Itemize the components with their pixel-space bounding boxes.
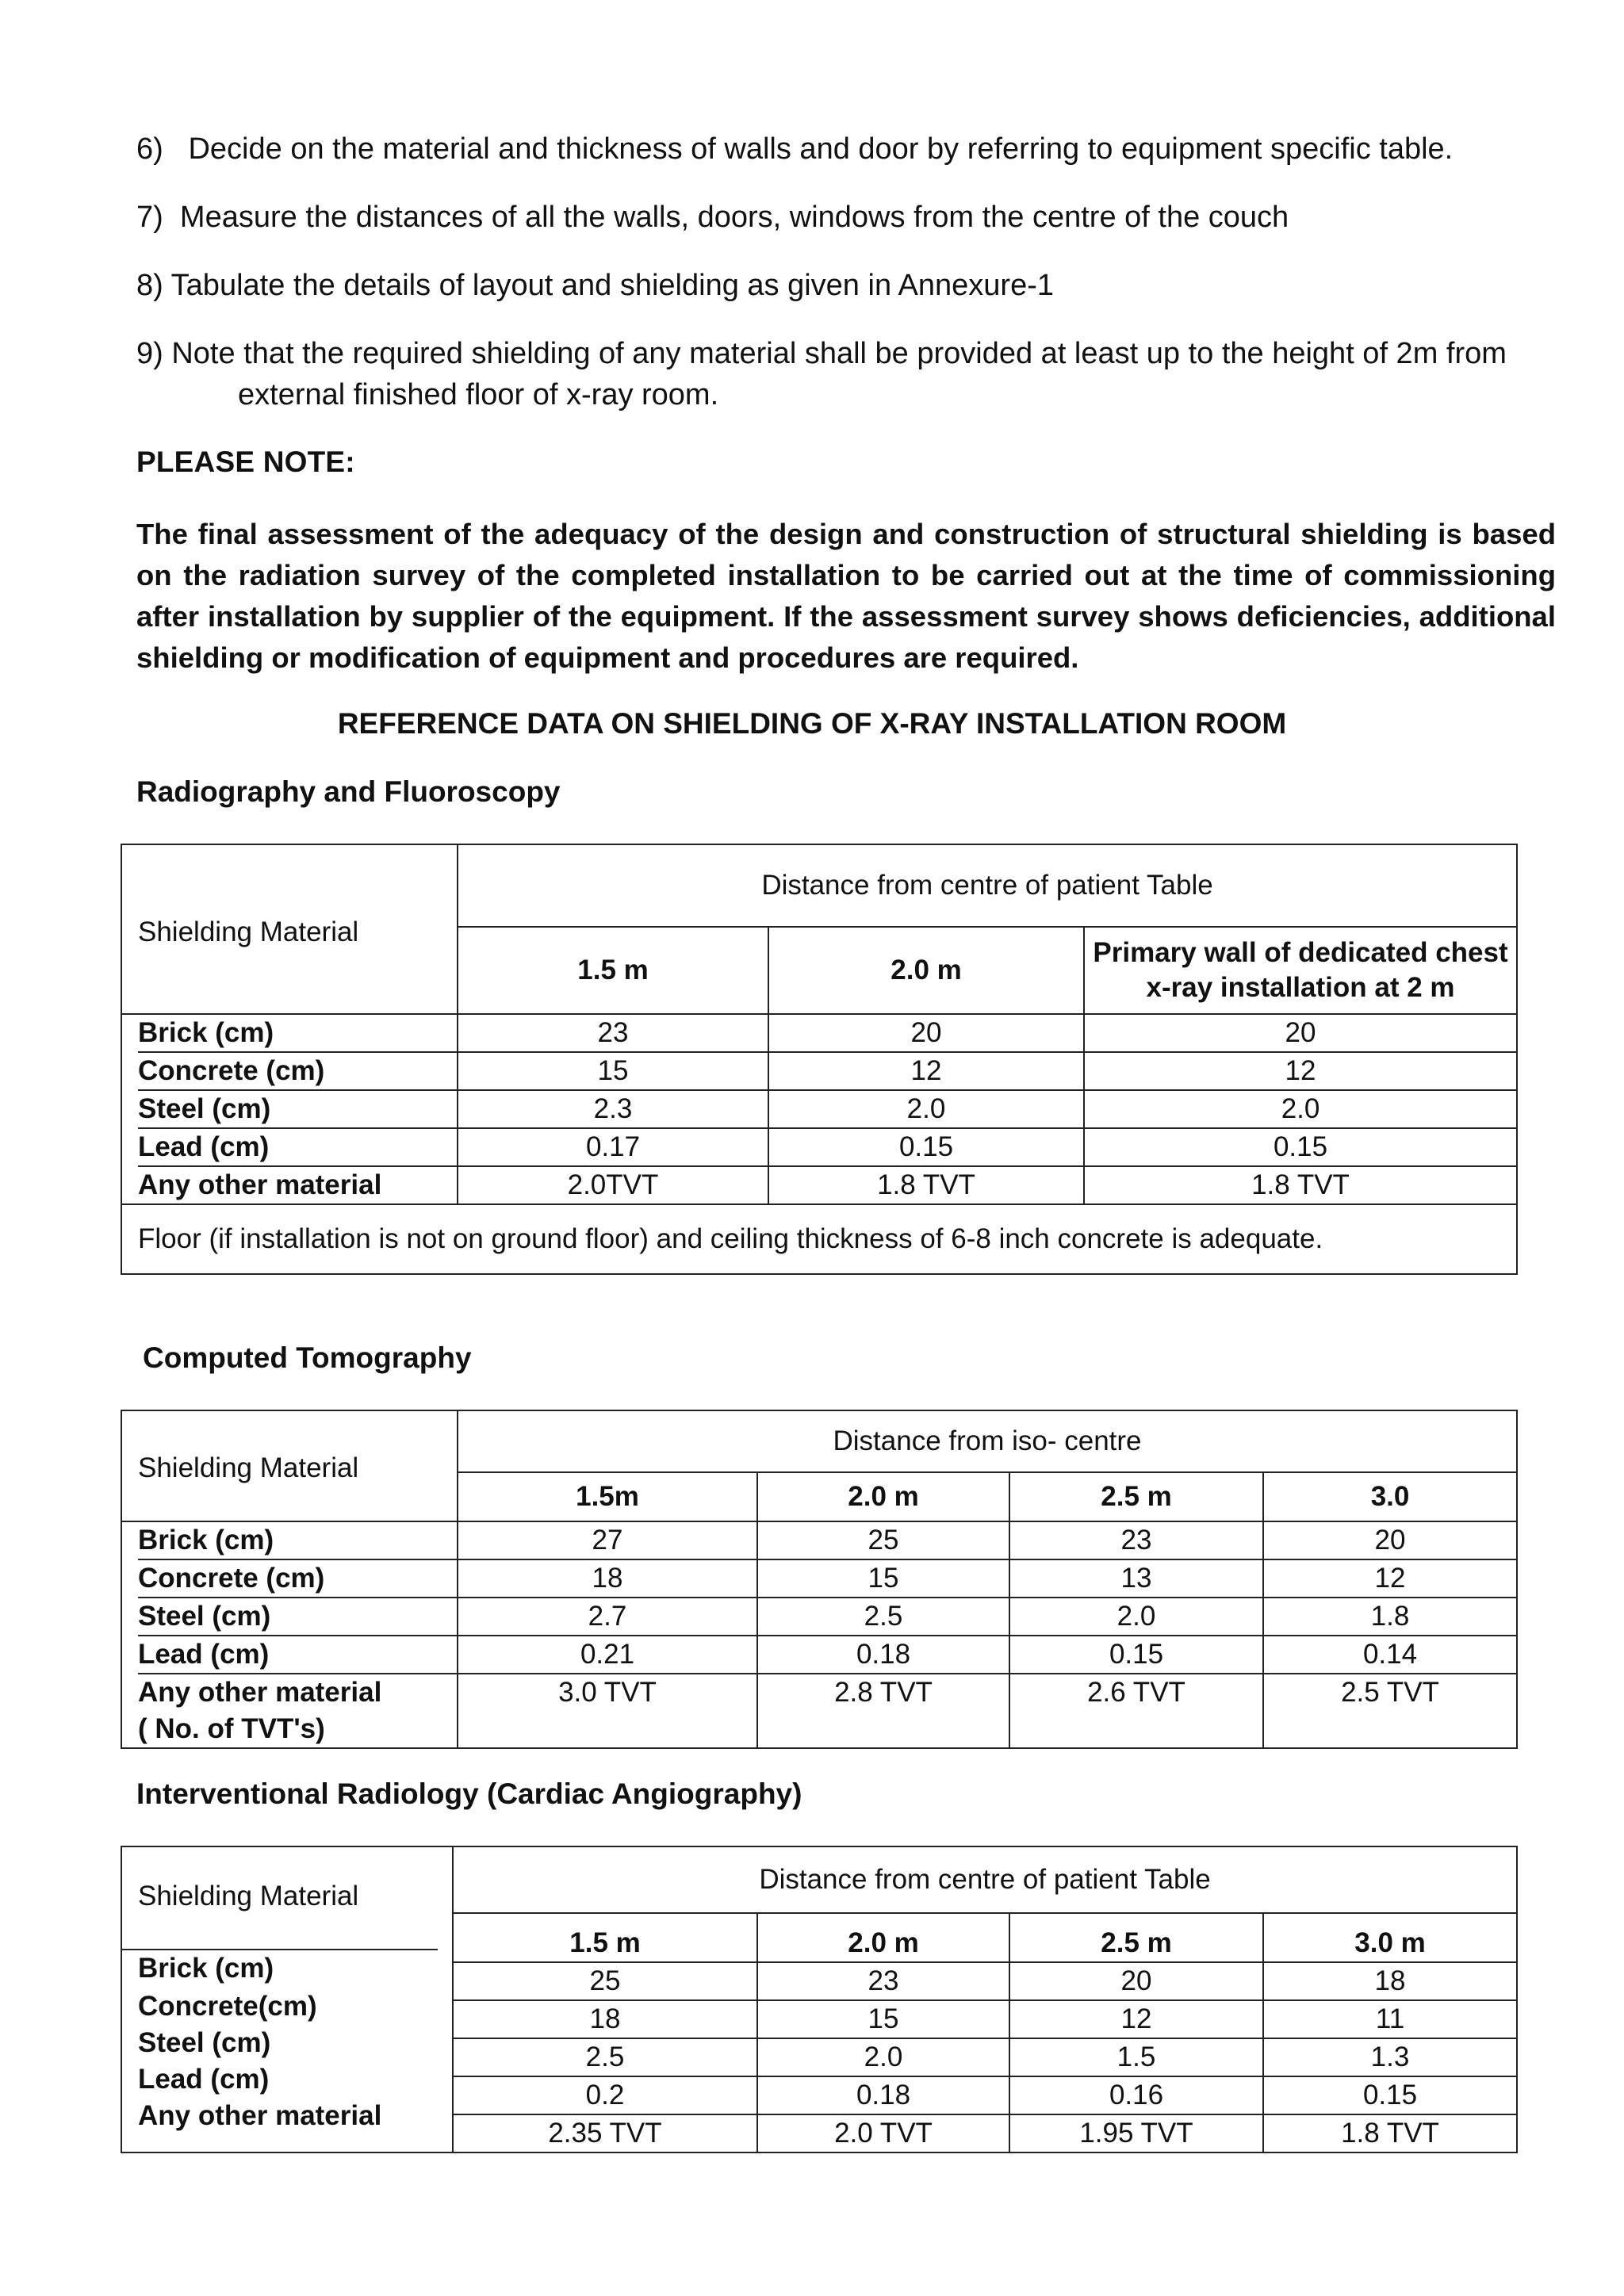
ct-section-title: Computed Tomography (143, 1341, 472, 1374)
value-steel: 2.0 (758, 2039, 1009, 2077)
values-3-0m-cell (1263, 1913, 1517, 2152)
step-text-continuation: external finished floor of x-ray room. (238, 378, 719, 411)
step-text: Measure the distances of all the walls, doors, windows from the centre of the couch (179, 201, 1289, 234)
material-other: Any other material (138, 2100, 382, 2131)
value-brick: 25 (454, 1963, 756, 2001)
value-steel: 2.0 (1085, 1091, 1516, 1129)
material-lead: Lead (cm) (138, 1129, 457, 1167)
value-concrete: 13 (1010, 1560, 1262, 1598)
value-concrete: 15 (458, 1053, 768, 1091)
values-3-0-cell (1263, 1521, 1517, 1748)
material-steel: Steel (cm) (138, 2027, 271, 2058)
column-header-2-0m: 2.0 m (768, 927, 1084, 1014)
value-brick: 18 (1264, 1963, 1516, 2001)
values-1-5m-cell (453, 1913, 757, 2152)
value-concrete: 18 (454, 2001, 756, 2039)
column-header-primary-wall: Primary wall of dedicated chest x-ray installation at 2 m (1084, 927, 1517, 1014)
values-2-0m-cell (768, 1014, 1084, 1204)
please-note-body: The final assessment of the adequacy of the design and construction of structural shielding is based on the radiation survey of the completed installation to be carried out at the time of commissioning after installation by supplier of the equipment. If the assessment survey shows deficiencies, additional shielding or modification of equipment and procedures are required. (136, 518, 1556, 674)
step-8 (136, 265, 1054, 306)
value-other: 3.0 TVT (558, 1677, 657, 1708)
column-header-2-5m: 2.5 m (1009, 1472, 1263, 1521)
value-lead: 0.15 (1010, 1636, 1262, 1674)
material-other-subtitle: ( No. of TVT's) (138, 1713, 325, 1744)
step-text: Tabulate the details of layout and shielding as given in Annexure-1 (170, 269, 1054, 302)
ct-shielding-table (121, 1410, 1518, 1749)
step-number: 6) (136, 132, 163, 166)
step-9 (136, 333, 1564, 415)
value-concrete: 18 (458, 1560, 756, 1598)
reference-data-title: REFERENCE DATA ON SHIELDING OF X-RAY INSTALLATION ROOM (337, 707, 1287, 740)
value-steel: 2.7 (458, 1598, 756, 1636)
material-concrete: Concrete (cm) (138, 1053, 457, 1091)
material-brick: Brick (cm) (138, 1015, 457, 1053)
value-steel: 1.3 (1264, 2039, 1516, 2077)
value-lead: 0.2 (454, 2077, 756, 2115)
material-concrete: Concrete(cm) (138, 1991, 317, 2022)
value-lead: 0.15 (1264, 2077, 1516, 2115)
material-other: Any other material (138, 1169, 382, 1200)
shielding-material-header: Shielding Material (121, 1846, 453, 2152)
value-lead: 0.16 (1010, 2077, 1262, 2115)
value-lead: 0.18 (758, 1636, 1009, 1674)
ir-section-title: Interventional Radiology (Cardiac Angiography) (136, 1777, 802, 1810)
distance-header: Distance from centre of patient Table (458, 844, 1517, 927)
please-note-heading: PLEASE NOTE: (136, 446, 355, 478)
value-steel: 2.0 (769, 1091, 1083, 1129)
value-brick: 20 (1085, 1015, 1516, 1053)
values-2-0m-cell (757, 1521, 1009, 1748)
material-other: Any other material (138, 1677, 382, 1708)
step-6 (136, 128, 1453, 170)
value-brick: 27 (458, 1522, 756, 1560)
material-lead: Lead (cm) (138, 1636, 457, 1674)
value-other: 2.5 TVT (1341, 1677, 1439, 1708)
value-other: 2.0TVT (567, 1169, 659, 1200)
step-number: 9) (136, 337, 163, 370)
step-7 (136, 197, 1289, 238)
radiography-section-title: Radiography and Fluoroscopy (136, 775, 561, 808)
value-lead: 0.18 (758, 2077, 1009, 2115)
value-steel: 2.0 (1010, 1598, 1262, 1636)
ir-material-names (122, 1949, 438, 2134)
value-lead: 0.17 (458, 1129, 768, 1167)
value-lead: 0.14 (1264, 1636, 1516, 1674)
values-2-5m-cell (1009, 1521, 1263, 1748)
value-steel: 2.5 (454, 2039, 756, 2077)
material-names-cell (121, 1521, 458, 1748)
value-steel: 1.8 (1264, 1598, 1516, 1636)
value-concrete: 15 (758, 1560, 1009, 1598)
value-brick: 25 (758, 1522, 1009, 1560)
column-header-3-0: 3.0 (1263, 1472, 1517, 1521)
value-other: 1.8 TVT (1251, 1169, 1350, 1200)
shielding-material-header: Shielding Material (121, 1410, 458, 1521)
value-lead: 0.15 (769, 1129, 1083, 1167)
material-concrete: Concrete (cm) (138, 1560, 457, 1598)
value-other: 2.35 TVT (548, 2118, 662, 2149)
value-brick: 23 (1010, 1522, 1262, 1560)
column-header-1-5m: 1.5 m (454, 1925, 756, 1963)
values-2-5m-cell (1009, 1913, 1263, 2152)
value-other: 1.95 TVT (1079, 2118, 1193, 2149)
value-concrete: 12 (1085, 1053, 1516, 1091)
value-concrete: 15 (758, 2001, 1009, 2039)
values-1-5m-cell (458, 1014, 768, 1204)
value-concrete: 12 (1010, 2001, 1262, 2039)
column-header-1-5m: 1.5m (458, 1472, 757, 1521)
material-steel: Steel (cm) (138, 1091, 457, 1129)
value-concrete: 12 (1264, 1560, 1516, 1598)
radiography-shielding-table (121, 844, 1518, 1275)
step-number: 7) (136, 201, 163, 234)
values-2-0m-cell (757, 1913, 1009, 2152)
value-brick: 23 (458, 1015, 768, 1053)
value-other: 2.6 TVT (1087, 1677, 1185, 1708)
material-brick: Brick (cm) (138, 1522, 457, 1560)
values-1-5m-cell (458, 1521, 757, 1748)
value-other: 2.8 TVT (834, 1677, 933, 1708)
values-primary-wall-cell (1084, 1014, 1517, 1204)
distance-header: Distance from centre of patient Table (453, 1846, 1517, 1913)
value-brick: 23 (758, 1963, 1009, 2001)
value-brick: 20 (1010, 1963, 1262, 2001)
column-header-2-5m: 2.5 m (1010, 1925, 1262, 1963)
value-concrete: 11 (1264, 2001, 1516, 2039)
value-other: 2.0 TVT (834, 2118, 933, 2149)
value-lead: 0.21 (458, 1636, 756, 1674)
step-text: Note that the required shielding of any material shall be provided at least up to the height of 2m from (171, 337, 1507, 370)
shielding-material-header: Shielding Material (121, 844, 458, 1014)
material-names-cell (121, 1014, 458, 1204)
value-steel: 2.3 (458, 1091, 768, 1129)
column-header-2-0m: 2.0 m (757, 1472, 1009, 1521)
material-lead: Lead (cm) (138, 2064, 270, 2095)
material-brick: Brick (cm) (138, 1953, 274, 1984)
column-header-3-0m: 3.0 m (1264, 1925, 1516, 1963)
step-number: 8) (136, 269, 163, 302)
value-concrete: 12 (769, 1053, 1083, 1091)
value-brick: 20 (1264, 1522, 1516, 1560)
material-steel: Steel (cm) (138, 1598, 457, 1636)
distance-header: Distance from iso- centre (458, 1410, 1517, 1472)
column-header-1-5m: 1.5 m (458, 927, 768, 1014)
value-steel: 2.5 (758, 1598, 1009, 1636)
value-steel: 1.5 (1010, 2039, 1262, 2077)
value-other: 1.8 TVT (1341, 2118, 1439, 2149)
step-text: Decide on the material and thickness of walls and door by referring to equipment specific table. (188, 132, 1454, 166)
value-brick: 20 (769, 1015, 1083, 1053)
value-lead: 0.15 (1085, 1129, 1516, 1167)
radiography-footnote: Floor (if installation is not on ground floor) and ceiling thickness of 6-8 inch concrete is adequate. (121, 1204, 1517, 1274)
column-header-2-0m: 2.0 m (758, 1925, 1009, 1963)
value-other: 1.8 TVT (877, 1169, 975, 1200)
